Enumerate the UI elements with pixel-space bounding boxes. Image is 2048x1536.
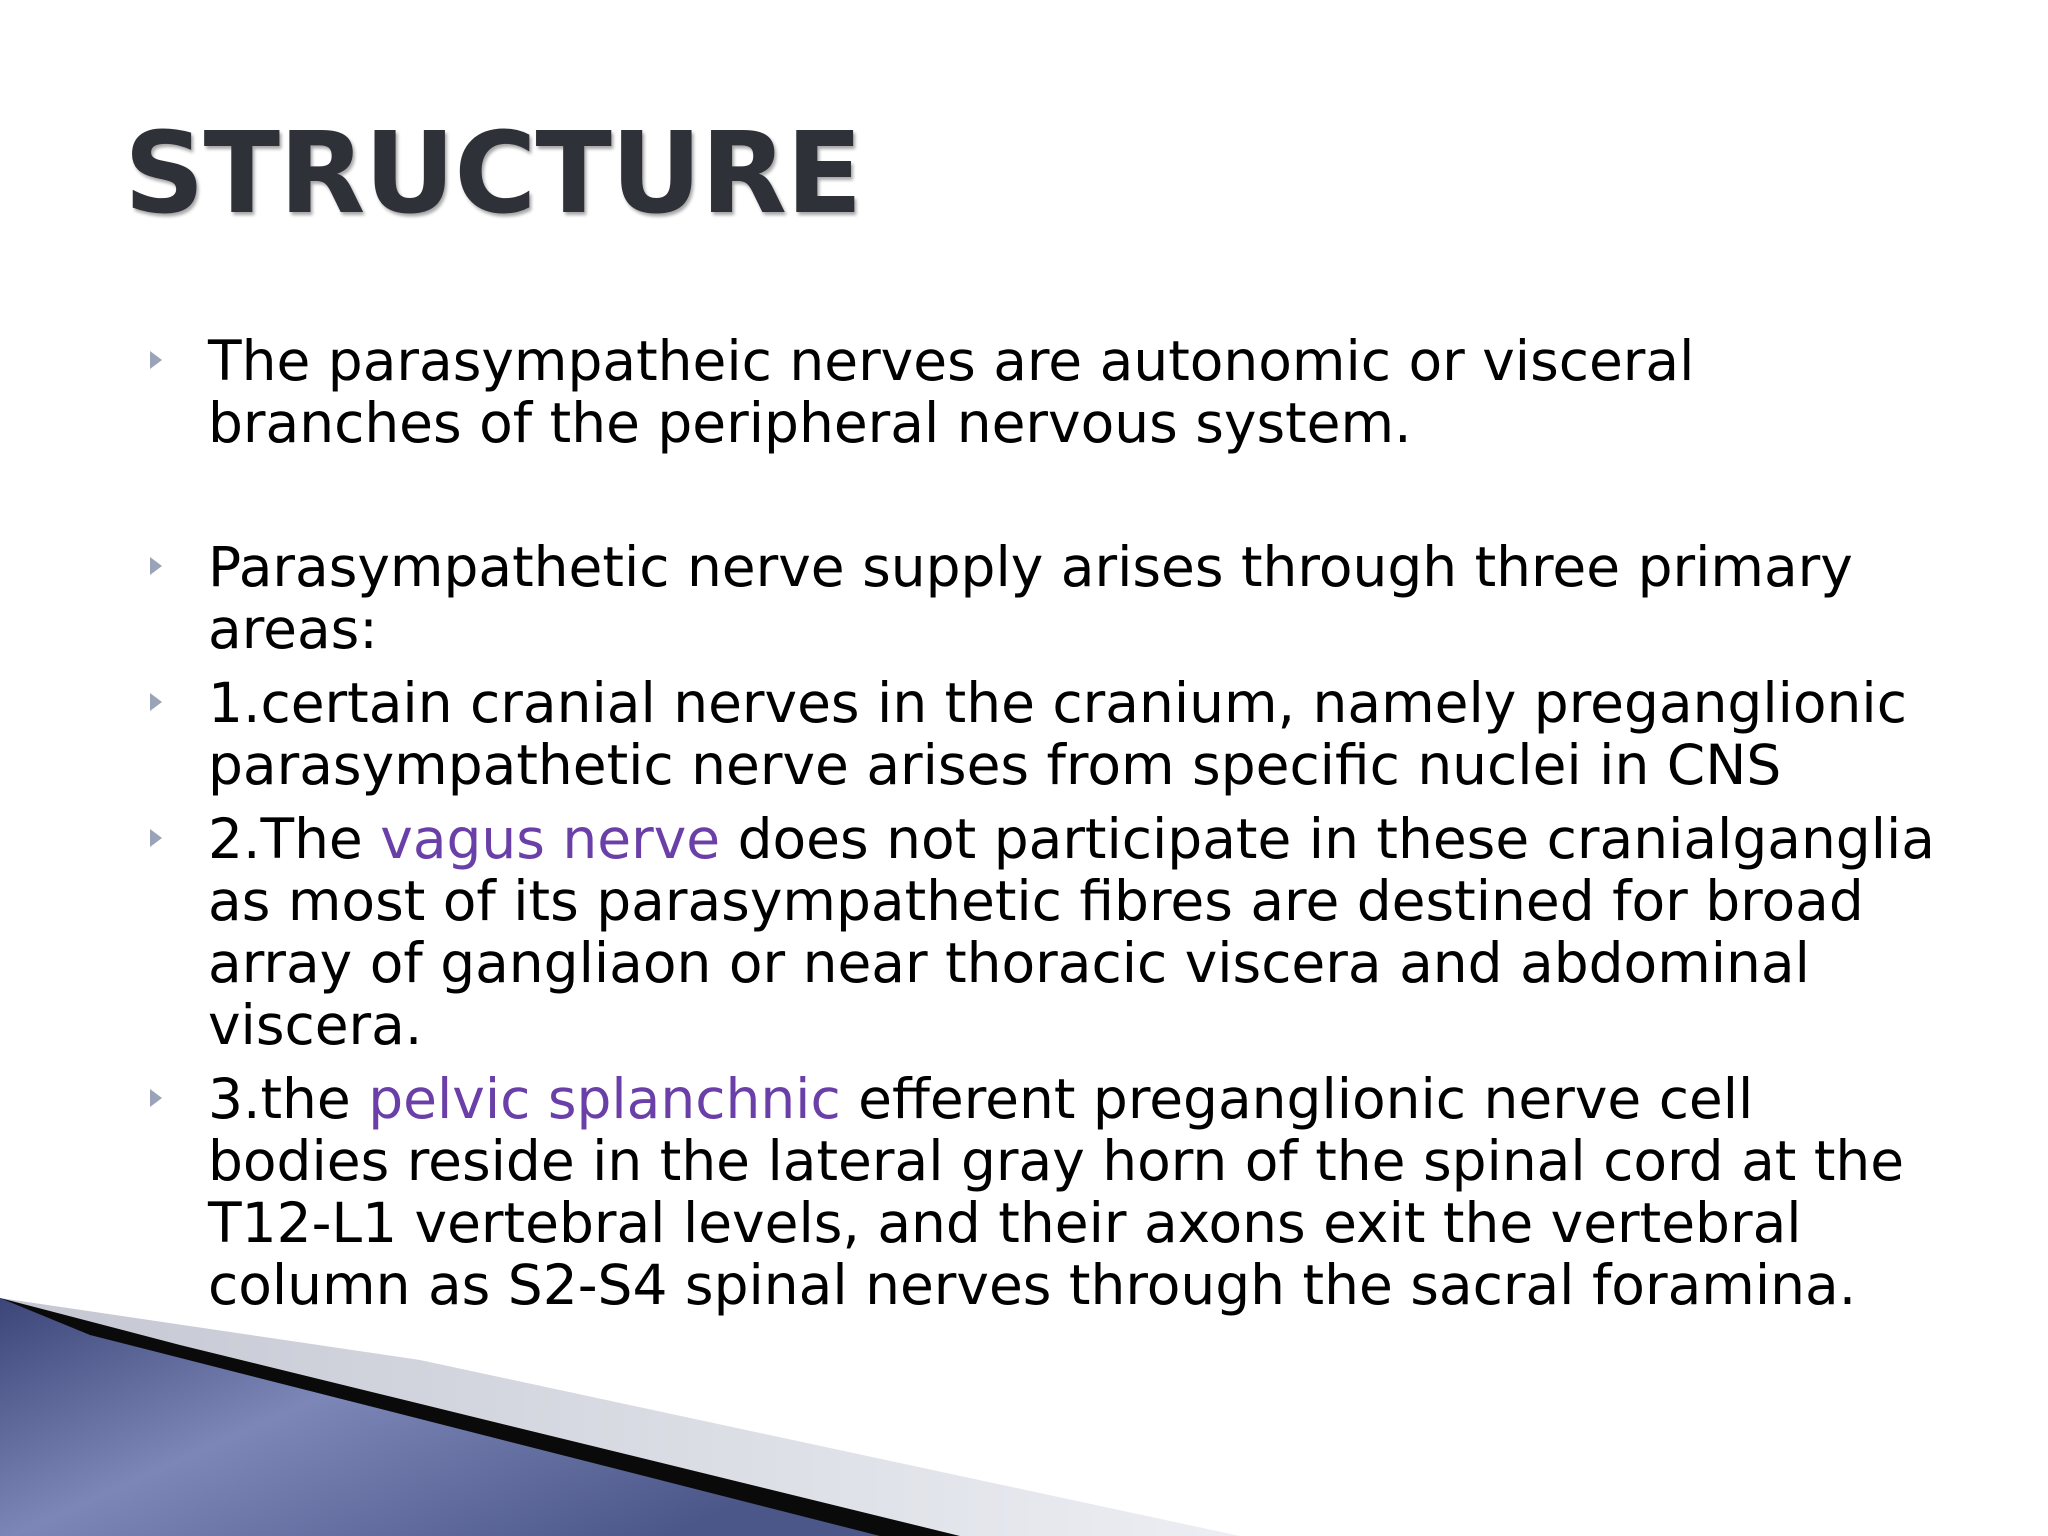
bullet-item (150, 536, 1950, 660)
triangle-right-icon (150, 351, 162, 369)
bullet-item (150, 330, 1950, 454)
bullet-text-start: 3.the (208, 1067, 369, 1131)
highlight-vagus-nerve: vagus nerve (380, 807, 721, 871)
bullet-text-end: efferent preganglionic nerve cell bodies reside in the lateral gray horn of the spinal cord at the T12-L1 vertebral levels, and their axons exit the vertebral column as S2-S4 spinal nerves through the sacral foramina. (208, 1067, 1905, 1317)
bullet-text: Parasympathetic nerve supply arises through three primary areas: (208, 535, 1853, 661)
triangle-right-icon (150, 1089, 162, 1107)
triangle-right-icon (150, 829, 162, 847)
bullet-item (150, 672, 1950, 796)
bullet-list (150, 330, 1950, 1328)
bullet-text: The parasympatheic nerves are autonomic or visceral branches of the peripheral nervous system. (208, 329, 1695, 455)
bullet-text: 1.certain cranial nerves in the cranium, namely preganglionic parasympathetic nerve arises from specific nuclei in CNS (208, 671, 1907, 797)
highlight-pelvic-splanchnic: pelvic splanchnic (368, 1067, 841, 1131)
slide-title: STRUCTURE (124, 109, 862, 239)
bullet-text-start: 2.The (208, 807, 381, 871)
bullet-text-end: does not participate in these cranialganglia as most of its parasympathetic fibres are destined for broad array of gangliaon or near thoracic viscera and abdominal viscera. (208, 807, 1935, 1057)
bullet-item (150, 1068, 1950, 1316)
bullet-item (150, 808, 1950, 1056)
triangle-right-icon (150, 693, 162, 711)
triangle-right-icon (150, 557, 162, 575)
